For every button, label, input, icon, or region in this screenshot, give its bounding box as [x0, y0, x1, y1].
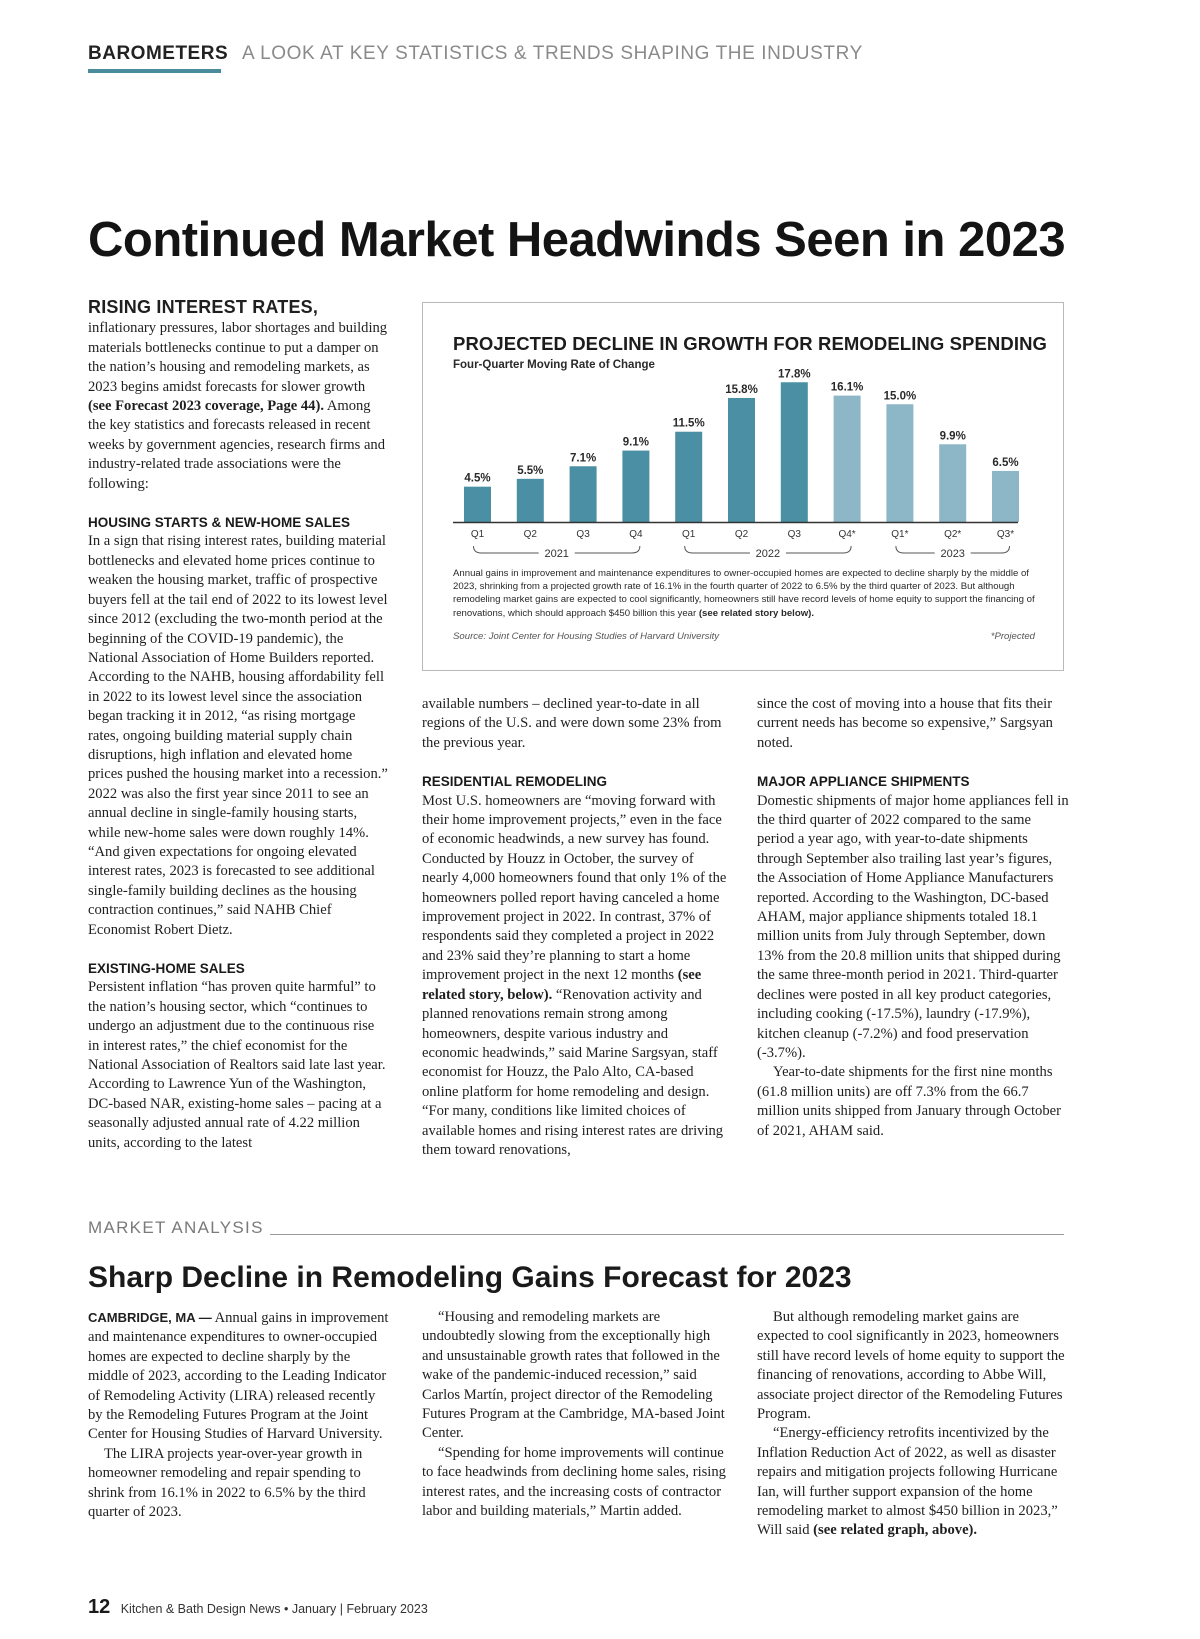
chart-bar	[992, 471, 1019, 522]
chart-caption	[453, 567, 1043, 620]
chart-bar	[622, 451, 649, 522]
chart-caption-reference: (see related story below).	[698, 607, 815, 619]
page-number: 12	[88, 1596, 111, 1618]
article-column-1	[88, 298, 388, 1153]
chart-year-label: 2021	[544, 548, 569, 560]
chart-value-label: 17.8%	[777, 368, 811, 381]
market-paragraph-6-text: “Energy-efficiency retrofits incentivized by the Inflation Reduction Act of 2022, as well as disaster repairs and mitigation projects following Hurricane Ian, will further support expansion of the home remodeling market to almost $450 billion in 2023,” Will said	[757, 1425, 1058, 1539]
chart-caption-text: Annual gains in improvement and maintenance expenditures to owner-occupied homes are expected to decline sharply by the middle of 2023, shrinking from a projected growth rate of 16.1% in the fourth quarter of 2022 to 6.5% by the third quarter of 2023. But although remodeling market gains are expected to cool significantly, homeowners still have record levels of home equity to support the financing of renovations, which should approach $450 billion this year	[453, 568, 1035, 619]
market-paragraph-1-text: Annual gains in improvement and maintenance expenditures to owner-occupied homes are expected to decline sharply by the middle of 2023, according to the Leading Indicator of Remodeling Activity (LIRA) released recently by the Remodeling Futures Program at the Joint Center for Housing Studies of Harvard University.	[88, 1310, 389, 1443]
market-paragraph-3: “Housing and remodeling markets are undoubtedly slowing from the exceptionally high and unsustainable growth rates that followed in the wake of the pandemic-induced recession,” said Carlos Martín, project director of the Remodeling Futures Program at the Cambridge, MA-based Joint Center.	[422, 1309, 725, 1442]
chart-year-bracket	[575, 546, 640, 553]
market-paragraph-1	[88, 1308, 392, 1445]
market-analysis-title: Sharp Decline in Remodeling Gains Forecast for 2023	[88, 1261, 852, 1294]
remodeling-continued: since the cost of moving into a house that fits their current needs has become so expensive,” Sargsyan noted.	[757, 696, 1053, 751]
housing-starts-heading: HOUSING STARTS & NEW-HOME SALES	[88, 515, 350, 531]
existing-home-heading: EXISTING-HOME SALES	[88, 961, 245, 976]
chart-subtitle: Four-Quarter Moving Rate of Change	[453, 359, 655, 371]
article-title: Continued Market Headwinds Seen in 2023	[88, 213, 1066, 267]
chart-year-label: 2023	[940, 548, 965, 560]
market-analysis-rule	[270, 1234, 1064, 1235]
chart-year-bracket	[474, 546, 539, 553]
chart-bar	[464, 487, 491, 522]
remodeling-body-text: Most U.S. homeowners are “moving forward with their home improvement projects,” even in the face of economic headwinds, a new survey has found. Conducted by Houzz in October, the survey of nearly 4,000 homeowners found that only 1% of the homeowners polled report having canceled a home improvement project in 2022. In contrast, 37% of respondents said they completed a project in 2022 and 23% said they’re planning to start a home improvement project in the next 12 months	[422, 792, 727, 984]
section-header	[88, 40, 1108, 74]
chart-bar	[781, 382, 808, 522]
chart-bar	[517, 479, 544, 522]
chart-bar	[834, 396, 861, 522]
chart-value-label: 7.1%	[569, 452, 597, 465]
chart-projected-note: *Projected	[990, 631, 1035, 642]
chart-year-bracket	[685, 546, 750, 553]
chart-category-label: Q3	[576, 529, 590, 540]
market-column-2	[422, 1308, 728, 1521]
market-paragraph-4: “Spending for home improvements will continue to face headwinds from declining home sales, rising interest rates, and the increasing costs of contractor labor and building materials,” Martin added.	[422, 1444, 726, 1520]
appliance-body-2: Year-to-date shipments for the first nine months (61.8 million units) are off 7.3% from the 66.7 million units shipped from January through October of 2021, AHAM said.	[757, 1064, 1061, 1139]
lead-paragraph	[88, 298, 388, 494]
existing-home-body: Persistent inflation “has proven quite harmful” to the nation’s housing sector, which “continues to undergo an adjustment due to the continuous rise in interest rates,” the chief economist for the National Association of Realtors said late last year. According to Lawrence Yun of the Washington, DC-based NAR, existing-home sales – pacing at a seasonally adjusted annual rate of 4.22 million units, according to the latest	[88, 979, 386, 1151]
chart-year-bracket	[971, 546, 1010, 553]
remodeling-heading: RESIDENTIAL REMODELING	[422, 774, 608, 790]
chart-bar	[886, 404, 913, 522]
chart-value-label: 15.0%	[883, 390, 917, 403]
market-analysis-label: MARKET ANALYSIS	[88, 1218, 268, 1238]
dateline: CAMBRIDGE, MA —	[88, 1310, 212, 1325]
chart-value-label: 15.8%	[725, 383, 758, 396]
chart-bar	[675, 432, 702, 522]
section-subtitle: A LOOK AT KEY STATISTICS & TRENDS SHAPING THE INDUSTRY	[242, 43, 863, 64]
chart-category-label: Q2	[523, 529, 537, 540]
lead-body-2: Among the key statistics and forecasts released in recent weeks by government agencies, research firms and industry-related trade associations were the following:	[88, 398, 386, 492]
chart-year-bracket	[786, 546, 851, 553]
chart-category-label: Q3	[787, 529, 801, 540]
chart-value-label: 6.5%	[992, 456, 1019, 469]
article-column-2	[422, 695, 728, 1160]
chart-category-label: Q4	[629, 529, 643, 540]
market-paragraph-5: But although remodeling market gains are expected to cool significantly in 2023, homeowners still have record levels of home equity to support the financing of renovations, according to Abbe Will, associate project director of the Remodeling Futures Program.	[757, 1309, 1065, 1423]
chart-value-label: 9.9%	[939, 430, 966, 443]
remodeling-body	[422, 792, 728, 1161]
chart-category-label: Q3*	[996, 529, 1015, 540]
section-label: BAROMETERS	[88, 43, 229, 64]
chart-value-label: 5.5%	[517, 464, 544, 477]
market-paragraph-6-reference: (see related graph, above).	[813, 1522, 978, 1539]
remodeling-body-text-2: “Renovation activity and planned renovations remain strong among homeowners, despite various industry and economic headwinds,” said Marine Sargsyan, staff economist for Houzz, the Palo Alto, CA-based online platform for home remodeling and design. “For many, conditions like limited choices of available homes and rising interest rates are driving them toward renovations,	[422, 986, 724, 1158]
chart-year-bracket	[896, 546, 935, 553]
market-paragraph-2: The LIRA projects year-over-year growth in homeowner remodeling and repair spending to shrink from 16.1% in 2022 to 6.5% by the third quarter of 2023.	[88, 1445, 366, 1521]
chart-bar	[570, 466, 597, 522]
chart-category-label: Q1*	[891, 529, 909, 540]
market-paragraph-6	[757, 1424, 1069, 1540]
appliance-body: Domestic shipments of major home appliances fell in the third quarter of 2022 compared to the same period a year ago, with year-to-date shipments through September also trailing last year’s figures, the Association of Home Appliance Manufacturers reported. According to the Washington, DC-based AHAM, major appliance shipments totaled 18.1 million units from July through September, down 13% from the 20.8 million units that shipped during the same three-month period in 2021. Third-quarter declines were posted in all key product categories, including cooking (-17.5%), laundry (-17.9%), kitchen cleanup (-7.2%) and food preservation (-3.7%).	[757, 792, 1069, 1061]
chart-category-label: Q1	[682, 529, 696, 540]
chart-value-label: 16.1%	[830, 381, 864, 394]
chart-category-label: Q4*	[838, 529, 856, 540]
chart-source: Source: Joint Center for Housing Studies of Harvard University	[453, 631, 720, 642]
article-column-3	[757, 695, 1069, 1141]
lead-reference: (see Forecast 2023 coverage, Page 44).	[88, 398, 324, 415]
chart-category-label: Q1	[470, 529, 485, 540]
chart-bar	[728, 398, 755, 522]
chart-value-label: 9.1%	[622, 436, 650, 449]
chart-title: PROJECTED DECLINE IN GROWTH FOR REMODELING SPENDING	[453, 333, 1048, 354]
appliance-heading: MAJOR APPLIANCE SHIPMENTS	[757, 774, 970, 790]
lead-body: inflationary pressures, labor shortages and building materials bottlenecks continue to put a damper on the nation’s housing and remodeling markets, as 2023 begins amidst forecasts for slower growth	[88, 320, 388, 395]
chart-year-label: 2022	[755, 548, 781, 560]
chart-box	[422, 302, 1064, 671]
housing-starts-body: In a sign that rising interest rates, building material bottlenecks and elevated home prices continue to weaken the housing market, traffic of prospective buyers fell at the tail end of 2022 to its lowest level since 2012 (excluding the two-month period at the beginning of the COVID-19 pandemic), the National Association of Home Builders reported. According to the NAHB, housing affordability fell in 2022 to its lowest level since the association began tracking it in 2012, “as rising mortgage rates, ongoing building material supply chain disruptions, high inflation and elevated home prices pushed the housing market into a recession.” 2022 was also the first year since 2011 to see an annual decline in single-family housing starts, while new-home sales were down roughly 14%. “And given expectations for ongoing elevated interest rates, 2023 is forecasted to see additional single-family building declines as the housing contraction continues,” said NAHB Chief Economist Robert Dietz.	[88, 533, 388, 938]
page-footer	[88, 1596, 428, 1619]
lead-head: RISING INTEREST RATES,	[88, 297, 319, 317]
chart-category-label: Q2*	[944, 529, 962, 540]
market-column-1	[88, 1308, 392, 1522]
existing-home-continued: available numbers – declined year-to-date in all regions of the U.S. and were down some 23% from the previous year.	[422, 696, 722, 751]
chart-bar	[939, 444, 966, 522]
remodeling-reference: (see related story, below).	[422, 967, 702, 1003]
publication-info: Kitchen & Bath Design News • January | February 2023	[120, 1602, 428, 1616]
market-column-3	[757, 1308, 1069, 1541]
chart-value-label: 11.5%	[672, 417, 705, 430]
chart-category-label: Q2	[734, 529, 749, 540]
chart-value-label: 4.5%	[464, 472, 491, 485]
section-underline	[88, 69, 221, 73]
